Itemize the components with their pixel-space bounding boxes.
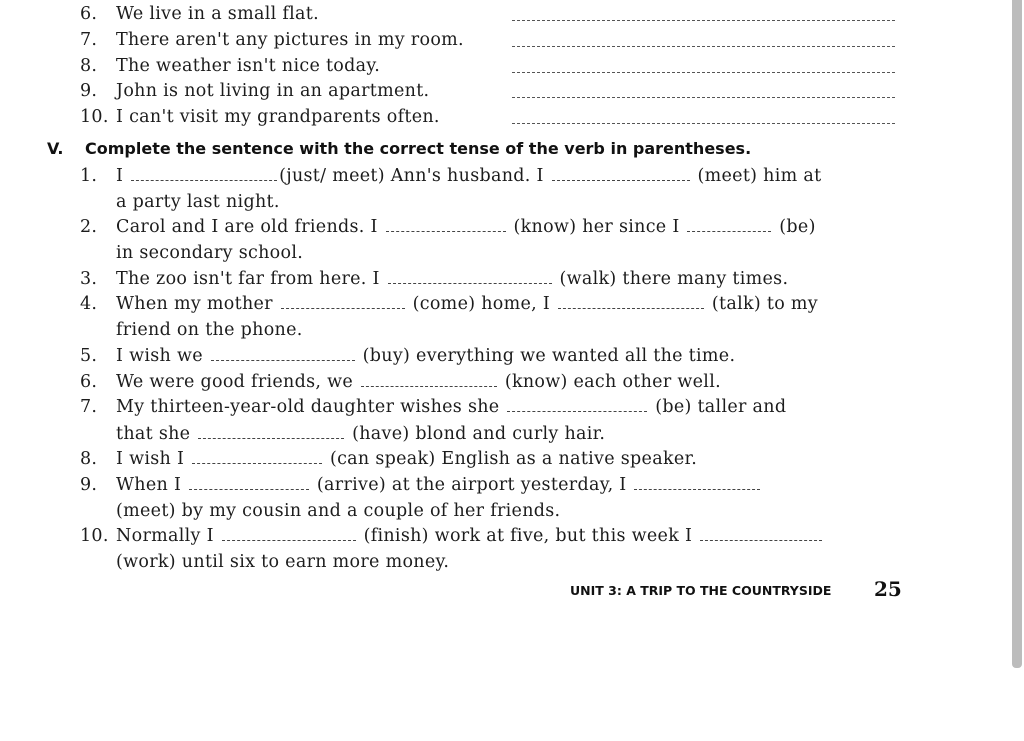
item-text: (know) each other well. <box>504 372 721 392</box>
item-number: 6. <box>80 4 98 24</box>
item-number: 4. <box>80 294 98 314</box>
item-number: 5. <box>80 346 98 366</box>
item-text: When my mother <box>116 294 273 314</box>
exercise-item <box>80 268 788 290</box>
exercise-item <box>80 371 721 393</box>
item-text: (have) blond and curly hair. <box>352 424 606 444</box>
item-number: 3. <box>80 269 98 289</box>
page-number: 25 <box>874 577 902 601</box>
item-text: (be) taller and <box>655 397 787 417</box>
section-heading <box>47 138 751 160</box>
answer-blank[interactable] <box>189 475 309 490</box>
answer-blank[interactable] <box>361 372 497 387</box>
item-text: (buy) everything we wanted all the time. <box>362 346 736 366</box>
item-number: 8. <box>80 449 98 469</box>
item-text: that she <box>116 424 191 444</box>
exercise-item-continuation <box>116 423 605 445</box>
answer-blank[interactable] <box>388 269 552 284</box>
answer-blank[interactable] <box>386 217 506 232</box>
answer-blank[interactable] <box>552 166 690 181</box>
exercise-item <box>80 216 816 238</box>
item-text: Carol and I are old friends. I <box>116 217 378 237</box>
exercise-item <box>80 165 821 187</box>
item-text: The zoo isn't far from here. I <box>116 269 380 289</box>
exercise-item-continuation <box>116 191 280 213</box>
exercise-item <box>80 345 735 367</box>
item-text: (meet) him at <box>697 166 822 186</box>
answer-line[interactable] <box>512 97 895 98</box>
item-text: (come) home, I <box>412 294 551 314</box>
exercise-item-continuation <box>116 319 303 341</box>
section-label: V. <box>47 139 64 158</box>
item-text: We were good friends, we <box>116 372 354 392</box>
item-number: 2. <box>80 217 98 237</box>
item-text: I can't visit my grandparents often. <box>116 107 440 127</box>
part-iv-item <box>80 80 429 102</box>
item-number: 7. <box>80 30 98 50</box>
item-text: John is not living in an apartment. <box>116 81 430 101</box>
unit-title: UNIT 3: A TRIP TO THE COUNTRYSIDE <box>570 583 832 598</box>
answer-blank[interactable] <box>558 294 704 309</box>
scrollbar[interactable] <box>1010 0 1024 741</box>
part-iv-item <box>80 29 464 51</box>
exercise-item <box>80 293 818 315</box>
answer-blank[interactable] <box>507 397 647 412</box>
answer-blank[interactable] <box>222 526 356 541</box>
answer-line[interactable] <box>512 20 895 21</box>
answer-line[interactable] <box>512 123 895 124</box>
item-text: a party last night. <box>116 192 280 212</box>
item-number: 7. <box>80 397 98 417</box>
item-text: We live in a small flat. <box>116 4 319 24</box>
item-text: I wish we <box>116 346 203 366</box>
item-text: (know) her since I <box>513 217 680 237</box>
part-iv-item <box>80 3 319 25</box>
answer-blank[interactable] <box>634 475 760 490</box>
answer-blank[interactable] <box>198 424 344 439</box>
item-number: 10. <box>80 107 109 127</box>
answer-blank[interactable] <box>192 449 322 464</box>
item-text: (walk) there many times. <box>559 269 789 289</box>
item-text: (work) until six to earn more money. <box>116 552 450 572</box>
item-text: (can speak) English as a native speaker. <box>329 449 698 469</box>
answer-line[interactable] <box>512 72 895 73</box>
answer-blank[interactable] <box>700 526 822 541</box>
section-instruction: Complete the sentence with the correct tense of the verb in parentheses. <box>85 139 752 158</box>
answer-line[interactable] <box>512 46 895 47</box>
item-number: 9. <box>80 475 98 495</box>
item-number: 6. <box>80 372 98 392</box>
item-text: My thirteen-year-old daughter wishes she <box>116 397 500 417</box>
item-text: (talk) to my <box>711 294 818 314</box>
exercise-item-continuation <box>116 551 449 573</box>
answer-blank[interactable] <box>131 166 277 181</box>
item-text: I wish I <box>116 449 185 469</box>
item-text: (meet) by my cousin and a couple of her friends. <box>116 501 561 521</box>
answer-blank[interactable] <box>687 217 771 232</box>
part-iv-item <box>80 55 380 77</box>
item-text: (finish) work at five, but this week I <box>363 526 693 546</box>
item-text: (arrive) at the airport yesterday, I <box>316 475 627 495</box>
exercise-item-continuation <box>116 242 303 264</box>
item-text: The weather isn't nice today. <box>116 56 381 76</box>
item-text: Normally I <box>116 526 214 546</box>
scrollbar-thumb[interactable] <box>1012 0 1022 668</box>
item-number: 9. <box>80 81 98 101</box>
item-number: 10. <box>80 526 109 546</box>
item-text: in secondary school. <box>116 243 304 263</box>
item-text: I <box>116 166 124 186</box>
item-text: (be) <box>779 217 816 237</box>
exercise-item <box>80 448 697 470</box>
answer-blank[interactable] <box>281 294 405 309</box>
exercise-item <box>80 396 786 418</box>
item-number: 1. <box>80 166 98 186</box>
exercise-item <box>80 474 762 496</box>
item-text: When I <box>116 475 182 495</box>
item-text: (just/ meet) Ann's husband. I <box>279 166 544 186</box>
exercise-item <box>80 525 824 547</box>
item-text: There aren't any pictures in my room. <box>116 30 464 50</box>
part-iv-item <box>80 106 440 128</box>
exercise-item-continuation <box>116 500 560 522</box>
item-text: friend on the phone. <box>116 320 303 340</box>
item-number: 8. <box>80 56 98 76</box>
answer-blank[interactable] <box>211 346 355 361</box>
